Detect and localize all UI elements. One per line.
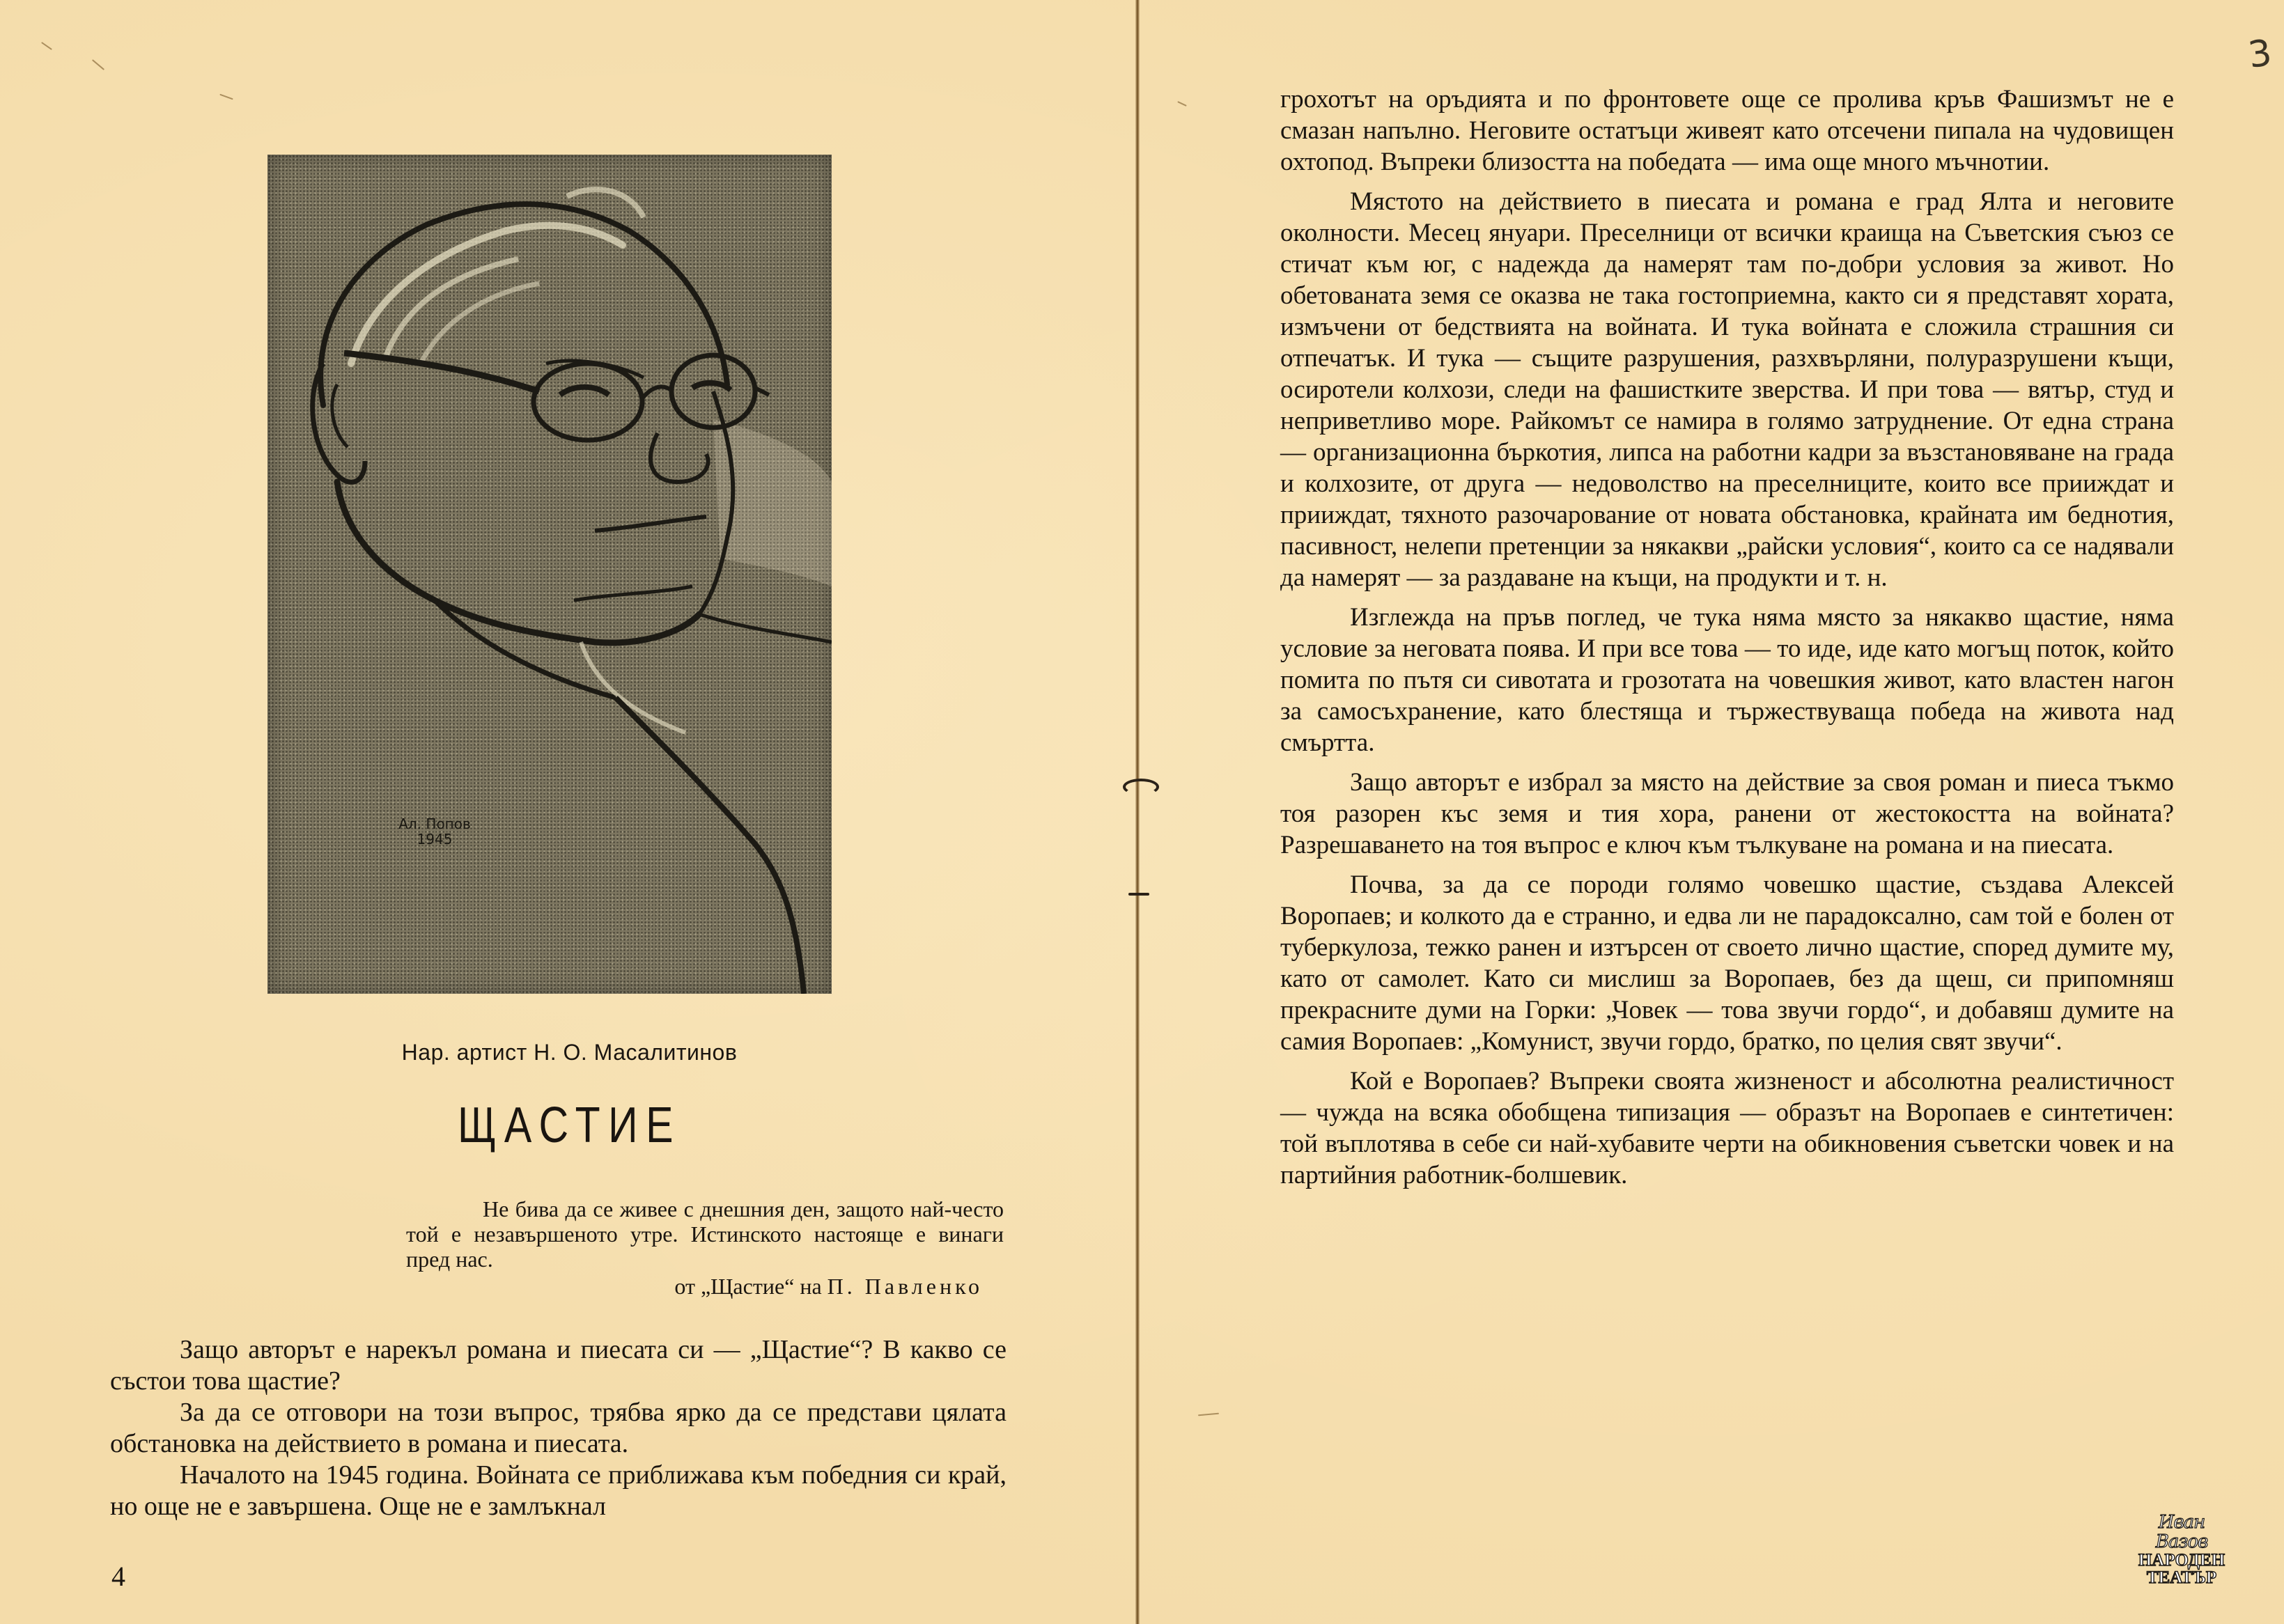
logo-line-2: ТЕАТЪР <box>2146 1568 2217 1587</box>
epigraph <box>406 1196 1004 1299</box>
epigraph-source-prefix: от „Щастие“ на <box>674 1274 822 1299</box>
paragraph: Мястото на действието в пиесата и романа е град Ялта и неговите околности. Месец януари. Преселници от всички краища на Съветския съюз се стичат към юг, с надежда да намерят там по-добри условия за живот. Но обетованата земя се оказва не така гостоприемна, както си я представят хората, измъчени от бедствията на войната. И тука войната е сложила страшния си отпечатък. И тука — същите разрушения, разхвърляни, полуразрушени къщи, осиротели колхози, следи на фашистките зверства. И при това — вятър, студ и неприветливо море. Райкомът се намира в голямо затруднение. От една страна — организационна бъркотия, липса на работни кадри за възстановяване на града и колхозите, от друга — недоволство на преселниците, които все прииждат и прииждат, тяхното разочарование от новата обстановка, крайната им беднотия, пасивност, нелепи претенции за някакви „райски условия“, които са се надявали да намерят — за раздаване на къщи, на продукти и т. н. <box>1280 187 2174 592</box>
portrait-caption: Нар. артист Н. О. Масалитинов <box>401 1040 738 1065</box>
article-title: ЩАСТИЕ <box>458 1098 681 1153</box>
handwritten-page-mark: 3 <box>2245 31 2275 77</box>
paragraph: Кой е Воропаев? Въпреки своята жизненост и абсолютна реалистичност — чужда на всяка обобщена типизация — образът на Воропаев е синтетичен: той въплотява в себе си най-хубавите черти на обикновения съветски човек и на партийния работник-болшевик. <box>1280 1067 2174 1189</box>
portrait-illustration <box>267 155 832 994</box>
paragraph: грохотът на оръдията и по фронтовете още се пролива кръв Фашизмът не е смазан напълно. Неговите остатъци живеят като отсечени пипала на чудовищен охтопод. Въпреки близостта на победата — има още много мъчнотии. <box>1280 85 2174 176</box>
paragraph: За да се отговори на този въпрос, трябва ярко да се представи цялата обстановка на действието в романа и пиесата. <box>110 1398 1007 1458</box>
left-page <box>0 0 1139 1624</box>
paragraph: Почва, за да се породи голямо човешко щастие, създава Алексей Воропаев; и колкото да е странно, и едва ли не парадоксално, сам той е болен от туберкулоза, тежко ранен и изтърсен от своето лично щастие, според думите му, като от самолет. Като си мислиш за Воропаев, без да щеш, си припомняш прекрасните думи на Горки: „Човек — това звучи гордо“, и добавяш думите на самия Воропаев: „Комунист, звучи гордо, братко, по целия свят звучи“. <box>1280 870 2174 1056</box>
signature-year: 1945 <box>417 831 453 848</box>
page-number: 4 <box>111 1561 125 1592</box>
logo-script-signature: Иван Вазов <box>2155 1512 2208 1552</box>
epigraph-source <box>406 1274 1004 1299</box>
paragraph: Защо авторът е нарекъл романа и пиесата си — „Щастие“? В какво се състои това щастие? <box>110 1335 1007 1396</box>
artist-signature <box>379 816 490 847</box>
paragraph: Началото на 1945 година. Войната се приближава към победния си край, но още не е завършена. Още не е замлъкнал <box>110 1460 1007 1521</box>
signature-name: Ал. Попов <box>398 815 471 832</box>
epigraph-text: Не бива да се живее с днешния ден, защото най-често той е незавършеното утре. Истинското настояще е винаги пред нас. <box>406 1196 1004 1272</box>
portrait-drawing <box>267 155 832 994</box>
right-body-text <box>1280 84 2174 1191</box>
national-theatre-logo <box>2133 1513 2230 1586</box>
left-body-text <box>110 1334 1007 1522</box>
paragraph: Изглежда на пръв поглед, че тука няма място за някакво щастие, няма условие за неговата поява. И при все това — то иде, иде като могъщ поток, който помита по пътя си сивотата и грозотата на човешкия живот, като властен нагон за самосъхранение, като блестяща и тържествуваща победа на живота над смъртта. <box>1280 603 2174 757</box>
paragraph: Защо авторът е избрал за място на действие за своя роман и пиеса тъкмо тоя разорен къс земя и тия хора, ранени от жестокостта на войната? Разрешаването на тоя въпрос е ключ към тълкуване на романа и на пиесата. <box>1280 768 2174 859</box>
epigraph-source-author: П. Павленко <box>827 1274 983 1299</box>
logo-line-1: НАРОДЕН <box>2138 1551 2225 1570</box>
